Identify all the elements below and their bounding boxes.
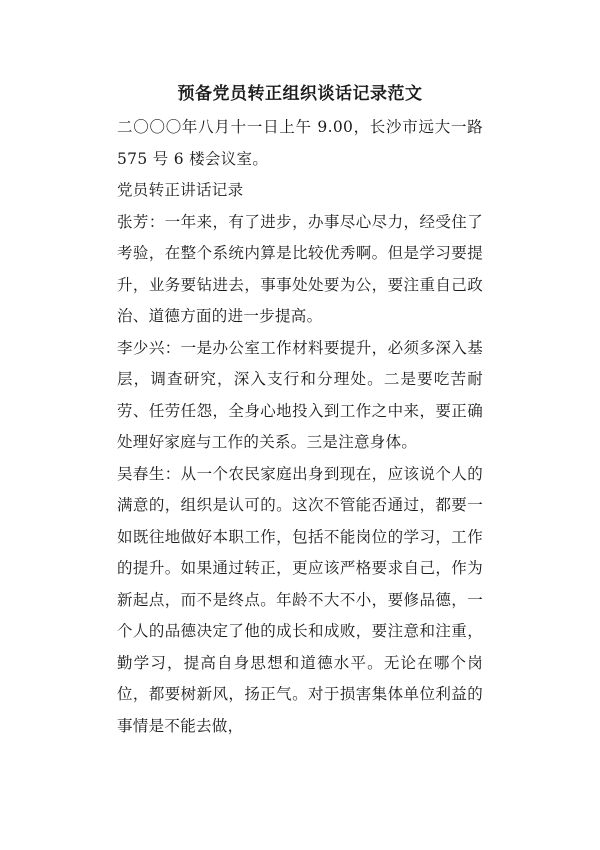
document-body [117,112,483,742]
paragraph-speaker-li-shaoxing: 李少兴：一是办公室工作材料要提升，必须多深入基层，调查研究，深入支行和分理处。二是要吃苦耐劳、任劳任怨，全身心地投入到工作之中来，要正确处理好家庭与工作的关系。三是注意身体。 [117,338,483,451]
paragraph-section-heading: 党员转正讲话记录 [117,181,244,199]
paragraph-speaker-zhang-fang: 张芳：一年来，有了进步，办事尽心尽力，经受住了考验，在整个系统内算是比较优秀啊。但是学习要提升，业务要钻进去，事事处处要为公，要注重自己政治、道德方面的进一步提高。 [117,212,483,325]
paragraph-meeting-info: 二〇〇〇年八月十一日上午 9.00，长沙市远大一路 575 号 6 楼会议室。 [117,118,483,168]
paragraph-speaker-wu-chunsheng: 吴春生：从一个农民家庭出身到现在，应该说个人的满意的，组织是认可的。这次不管能否通过，都要一如既往地做好本职工作，包括不能岗位的学习，工作的提升。如果通过转正，更应该严格要求自己，作为新起点，而不是终点。年龄不大不小，要修品德，一个人的品德决定了他的成长和成败，要注意和注重，勤学习，提高自身思想和道德水平。无论在哪个岗位，都要树新风，扬正气。对于损害集体单位利益的事情是不能去做， [117,464,483,735]
document-title: 预备党员转正组织谈话记录范文 [177,84,423,104]
